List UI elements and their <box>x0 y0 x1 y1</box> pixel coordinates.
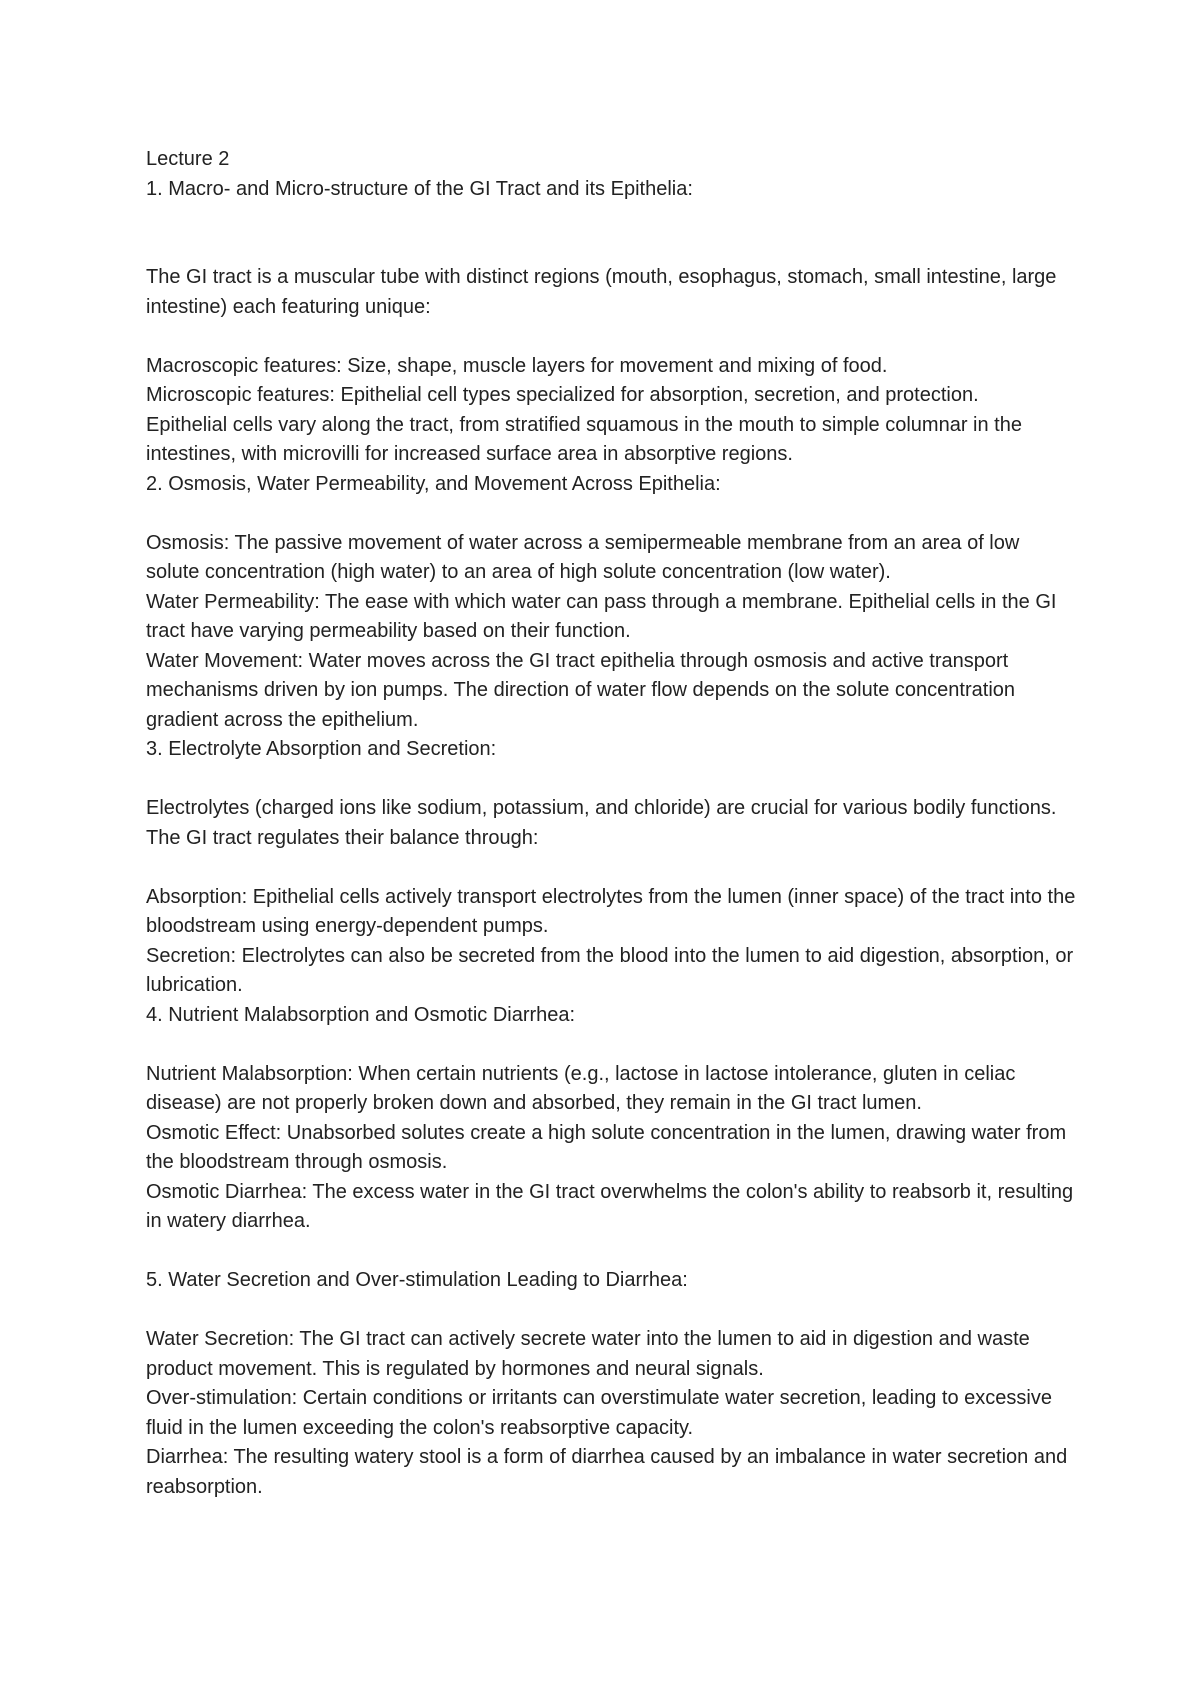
spacer <box>146 499 1076 529</box>
spacer <box>146 853 1076 883</box>
osmosis-paragraph: Osmosis: The passive movement of water across a semipermeable membrane from an area of low solute concentration (high water) to an area of high solute concentration (low water). <box>146 531 1020 583</box>
section-5-heading: 5. Water Secretion and Over-stimulation Leading to Diarrhea: <box>146 1269 688 1291</box>
section-2-heading: 2. Osmosis, Water Permeability, and Movement Across Epithelia: <box>146 472 721 495</box>
microscopic-features: Microscopic features: Epithelial cell types specialized for absorption, secretion, and protection. <box>146 384 979 406</box>
diarrhea-paragraph: Diarrhea: The resulting watery stool is a form of diarrhea caused by an imbalance in water secretion and reabsorption. <box>146 1446 1068 1498</box>
nutrient-malabsorption-paragraph: Nutrient Malabsorption: When certain nutrients (e.g., lactose in lactose intolerance, gluten in celiac disease) are not properly broken down and absorbed, they remain in the GI tract lumen. <box>146 1062 1016 1114</box>
spacer <box>146 1030 1076 1060</box>
water-permeability-paragraph: Water Permeability: The ease with which water can pass through a membrane. Epithelial cells in the GI tract have varying permeability based on their function. <box>146 590 1057 642</box>
spacer <box>146 765 1076 795</box>
epithelial-cells-paragraph: Epithelial cells vary along the tract, from stratified squamous in the mouth to simple columnar in the intestines, with microvilli for increased surface area in absorptive regions. <box>146 413 1022 465</box>
spacer <box>146 322 1076 352</box>
osmotic-effect-paragraph: Osmotic Effect: Unabsorbed solutes create a high solute concentration in the lumen, drawing water from the bloodstream through osmosis. <box>146 1121 1067 1173</box>
section-3-intro: Electrolytes (charged ions like sodium, potassium, and chloride) are crucial for various bodily functions. The GI tract regulates their balance through: <box>146 797 1057 849</box>
document-title: Lecture 2 <box>146 148 230 170</box>
absorption-paragraph: Absorption: Epithelial cells actively transport electrolytes from the lumen (inner space) of the tract into the bloodstream using energy-dependent pumps. <box>146 885 1076 937</box>
section-3-heading: 3. Electrolyte Absorption and Secretion: <box>146 738 497 760</box>
water-secretion-paragraph: Water Secretion: The GI tract can actively secrete water into the lumen to aid in digestion and waste product movement. This is regulated by hormones and neural signals. <box>146 1328 1030 1380</box>
water-movement-paragraph: Water Movement: Water moves across the GI tract epithelia through osmosis and active transport mechanisms driven by ion pumps. The direction of water flow depends on the solute concentration gradient across the epithelium. <box>146 649 1016 731</box>
document-body <box>146 145 1076 1502</box>
section-1-heading: 1. Macro- and Micro-structure of the GI Tract and its Epithelia: <box>146 177 693 200</box>
section-1-intro: The GI tract is a muscular tube with distinct regions (mouth, esophagus, stomach, small intestine, large intestine) each featuring unique: <box>146 266 1057 318</box>
osmotic-diarrhea-paragraph: Osmotic Diarrhea: The excess water in the GI tract overwhelms the colon's ability to reabsorb it, resulting in watery diarrhea. <box>146 1180 1074 1232</box>
over-stimulation-paragraph: Over-stimulation: Certain conditions or irritants can overstimulate water secretion, leading to excessive fluid in the lumen exceeding the colon's reabsorptive capacity. <box>146 1387 1052 1439</box>
spacer <box>146 204 1076 263</box>
secretion-paragraph: Secretion: Electrolytes can also be secreted from the blood into the lumen to aid digestion, absorption, or lubrication. <box>146 944 1074 996</box>
spacer <box>146 1296 1076 1326</box>
section-4-heading: 4. Nutrient Malabsorption and Osmotic Diarrhea: <box>146 1003 576 1026</box>
spacer <box>146 1237 1076 1267</box>
macroscopic-features: Macroscopic features: Size, shape, muscle layers for movement and mixing of food. <box>146 354 888 377</box>
